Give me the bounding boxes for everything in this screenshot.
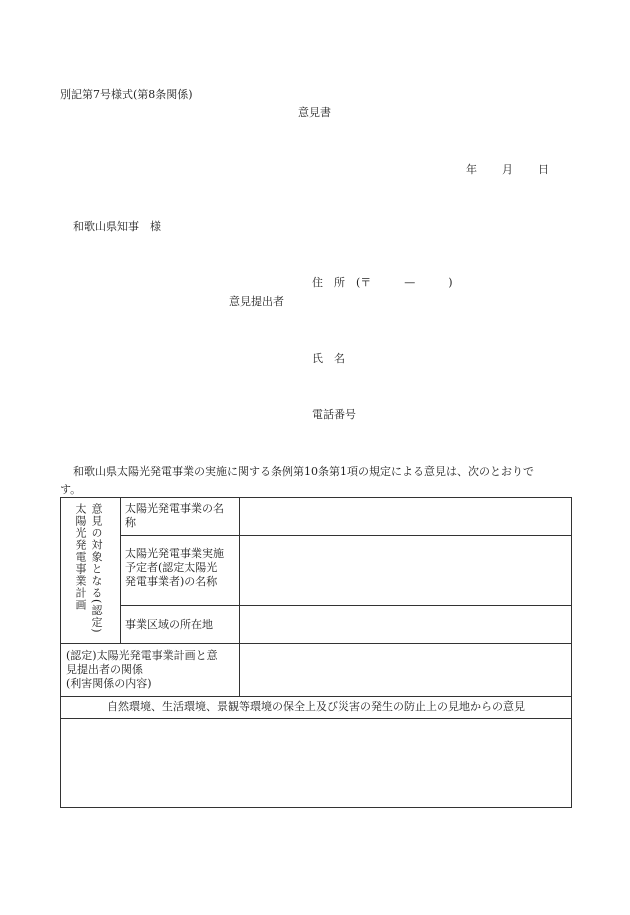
group-column-divider: [120, 497, 121, 643]
row3-value-field[interactable]: [244, 610, 564, 638]
row4-value-field[interactable]: [244, 648, 564, 692]
addressee: 和歌山県知事 様: [73, 220, 161, 233]
opinion-section-header: 自然環境、生活環境、景観等環境の保全上及び災害の発生の防止上の見地からの意見: [107, 700, 525, 713]
row2-value-field[interactable]: [244, 540, 564, 600]
phone-label: 電話番号: [312, 408, 356, 421]
submitter-role-label: 意見提出者: [229, 295, 284, 308]
row2-label: 太陽光発電事業実施 予定者(認定太陽光 発電事業者)の名称: [125, 547, 224, 588]
table-border-right: [571, 497, 572, 808]
group-label-column-right: 意見の対象となる(認定): [90, 503, 103, 634]
row2-divider: [120, 605, 572, 606]
row4-label: (認定)太陽光発電事業計画と意 見提出者の関係 (利害関係の内容): [66, 649, 218, 690]
address-label: 住 所 (〒 — ): [312, 276, 453, 289]
row1-value-field[interactable]: [244, 502, 564, 530]
date-year-label: 年: [466, 163, 477, 176]
row1-divider: [120, 535, 572, 536]
form-number-label: 別記第7号様式(第8条関係): [60, 88, 193, 101]
label-column-divider: [239, 497, 240, 696]
body-text-line1: 和歌山県太陽光発電事業の実施に関する条例第10条第1項の規定による意見は、次のとおりで: [73, 465, 534, 478]
row3-label: 事業区域の所在地: [125, 618, 213, 631]
row1-label: 太陽光発電事業の名 称: [125, 502, 224, 529]
group-label-column-left: 太陽光発電事業計画: [74, 503, 87, 611]
table-border-bottom: [60, 807, 572, 808]
row3-divider: [60, 643, 572, 644]
body-text-line2: す。: [60, 483, 82, 496]
opinion-value-field[interactable]: [66, 724, 566, 802]
date-day-label: 日: [538, 163, 549, 176]
document-title: 意見書: [298, 106, 331, 119]
name-label: 氏 名: [312, 352, 345, 365]
opinion-header-divider: [60, 718, 572, 719]
row4-divider: [60, 696, 572, 697]
date-month-label: 月: [502, 163, 513, 176]
table-border-left: [60, 497, 61, 808]
table-border-top: [60, 497, 572, 498]
